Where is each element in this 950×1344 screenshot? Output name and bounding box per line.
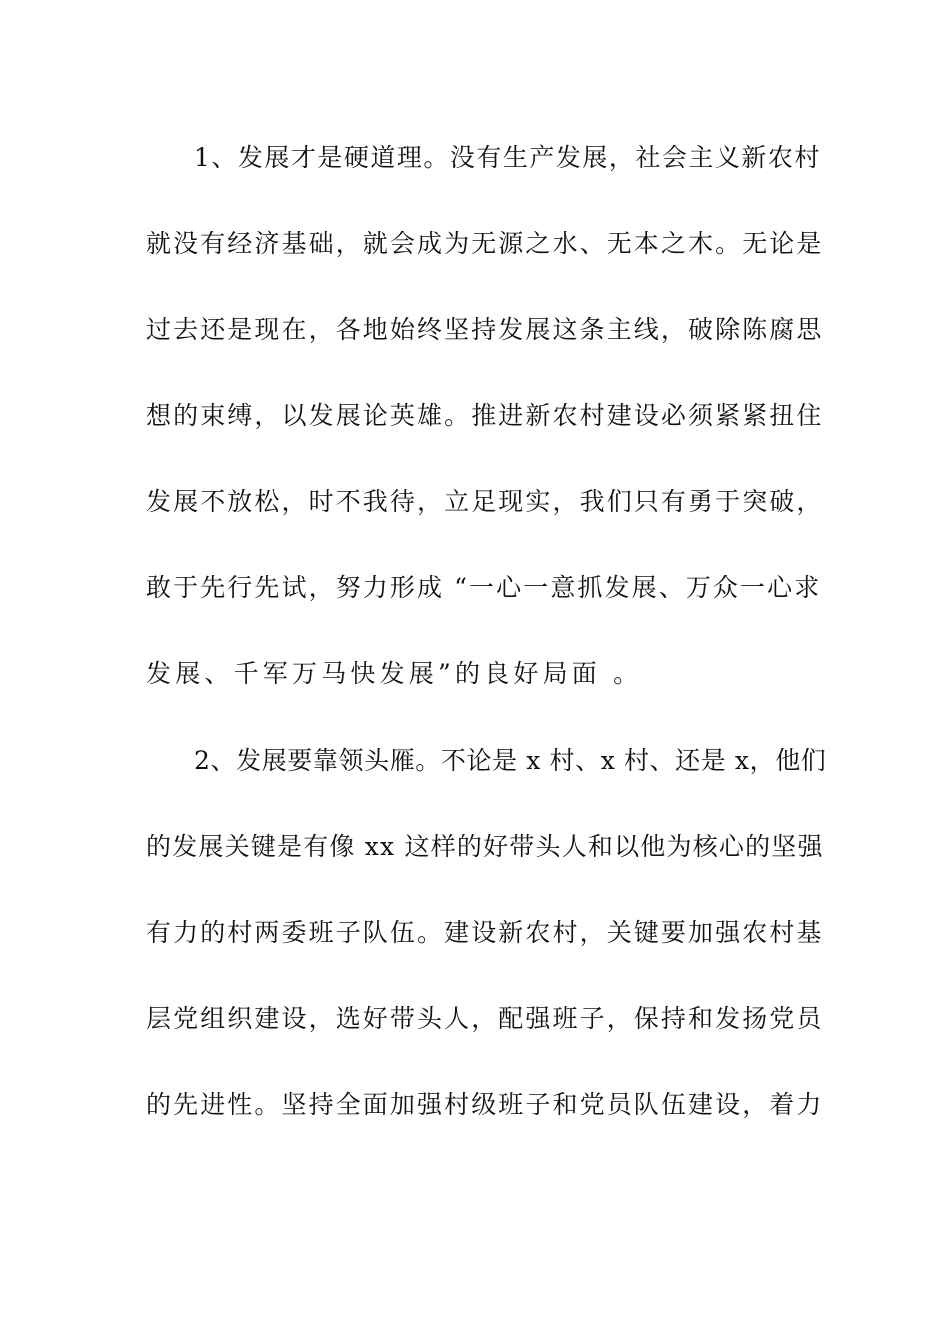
text-line: 的发展关键是有像 xx 这样的好带头人和以他为核心的坚强 bbox=[146, 832, 824, 861]
text-line: 层党组织建设，选好带头人，配强班子，保持和发扬党员 bbox=[146, 1004, 824, 1033]
text-line: 敢于先行先试，努力形成 “一心一意抓发展、万众一心求 bbox=[146, 573, 822, 602]
text-line: 发展不放松，时不我待，立足现实，我们只有勇于突破， bbox=[146, 487, 824, 516]
text-line: 有力的村两委班子队伍。建设新农村，关键要加强农村基 bbox=[146, 918, 824, 947]
text-line: 发展、千军万马快发展”的良好局面 。 bbox=[146, 659, 643, 688]
text-line: 过去还是现在，各地始终坚持发展这条主线，破除陈腐思 bbox=[146, 315, 824, 344]
text-line: 2、发展要靠领头雁。不论是 x 村、x 村、还是 x，他们 bbox=[194, 746, 827, 775]
text-line: 1、发展才是硬道理。没有生产发展，社会主义新农村 bbox=[194, 143, 821, 172]
text-line: 就没有经济基础，就会成为无源之水、无本之木。无论是 bbox=[146, 229, 824, 258]
text-line: 想的束缚，以发展论英雄。推进新农村建设必须紧紧扭住 bbox=[146, 401, 824, 430]
text-line: 的先进性。坚持全面加强村级班子和党员队伍建设，着力 bbox=[146, 1090, 824, 1119]
